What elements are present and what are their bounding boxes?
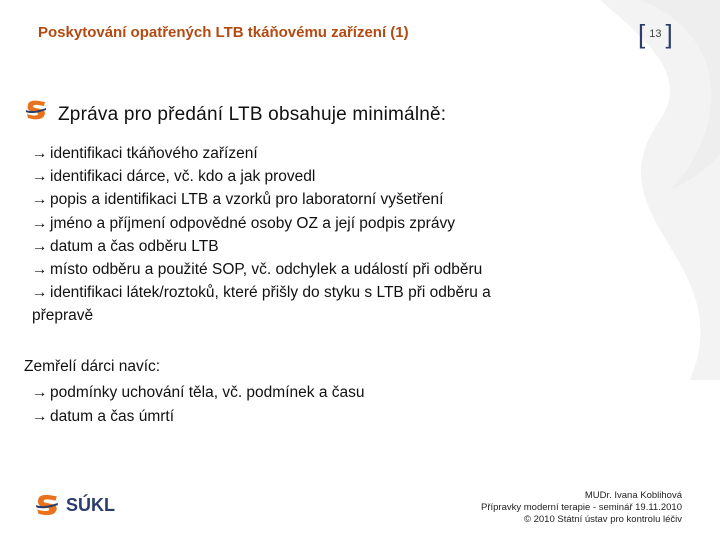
list-item: → identifikaci látek/roztoků, které přišly do styku s LTB při odběru a xyxy=(32,281,692,304)
deceased-donor-list xyxy=(32,381,364,428)
list-item: → popis a identifikaci LTB a vzorků pro laboratorní vyšetření xyxy=(32,188,692,211)
arrow-icon: → xyxy=(32,237,48,255)
arrow-icon: → xyxy=(32,191,48,209)
section-heading: Zpráva pro předání LTB obsahuje minimálně: xyxy=(58,104,447,125)
list-item: → identifikaci tkáňového zařízení xyxy=(32,142,692,165)
bracket-close: ] xyxy=(665,19,673,49)
footer-info xyxy=(481,490,682,526)
sukl-logo xyxy=(34,493,115,517)
sukl-logo-text: SÚKL xyxy=(66,494,115,515)
slide-title: Poskytování opatřených LTB tkáňovému zařízení (1) xyxy=(38,24,409,41)
arrow-icon: → xyxy=(32,407,48,425)
list-item-continuation: přepravě xyxy=(32,307,94,325)
page-number-value: 13 xyxy=(649,28,662,40)
list-item: → podmínky uchování těla, vč. podmínek a času xyxy=(32,381,364,405)
arrow-icon: → xyxy=(32,384,48,401)
subheading: Zemřelí dárci navíc: xyxy=(24,358,161,375)
footer-copyright: © 2010 Státní ústav pro kontrolu léčiv xyxy=(523,514,682,525)
footer-author: MUDr. Ivana Koblihová xyxy=(584,490,682,501)
footer-seminar: Přípravky moderní terapie - seminář 19.11.2010 xyxy=(480,502,682,513)
arrow-icon: → xyxy=(32,145,48,162)
arrow-icon: → xyxy=(32,214,48,232)
list-item: → místo odběru a použité SOP, vč. odchylek a událostí při odběru xyxy=(32,258,692,281)
sukl-bullet-icon xyxy=(24,99,48,121)
arrow-icon: → xyxy=(32,261,48,279)
arrow-icon: → xyxy=(32,168,48,186)
list-item: → datum a čas odběru LTB xyxy=(32,235,692,258)
list-item: → identifikaci dárce, vč. kdo a jak provedl xyxy=(32,165,692,188)
page-number xyxy=(638,19,673,49)
sukl-logo-icon xyxy=(34,493,60,517)
bracket-open: [ xyxy=(638,19,646,49)
list-item: → datum a čas úmrtí xyxy=(32,405,364,429)
arrow-icon: → xyxy=(32,284,48,302)
requirements-list xyxy=(32,142,692,328)
list-item: → jméno a příjmení odpovědné osoby OZ a její podpis zprávy xyxy=(32,212,692,235)
